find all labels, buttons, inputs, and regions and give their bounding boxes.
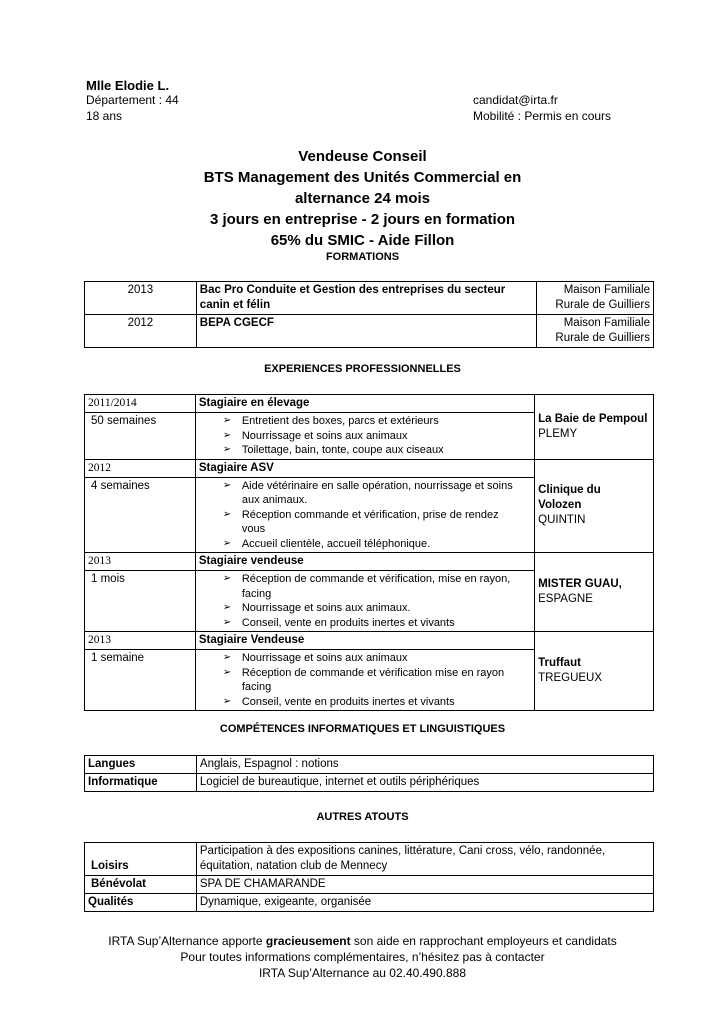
experience-company: Clinique du Volozen bbox=[538, 484, 601, 512]
competence-value: Anglais, Espagnol : notions bbox=[196, 756, 653, 774]
task-text: Entretient des boxes, parcs et extérieurs bbox=[241, 415, 439, 427]
formation-school-line: Rurale de Guilliers bbox=[555, 299, 650, 311]
footer-emphasis: gracieusement bbox=[265, 934, 351, 948]
section-heading-competences: COMPÉTENCES INFORMATIQUES ET LINGUISTIQUES bbox=[219, 723, 506, 735]
task-text: Conseil, vente en produits inertes et vivants bbox=[241, 695, 455, 708]
table-row bbox=[85, 876, 654, 894]
experience-title: Stagiaire vendeuse bbox=[195, 553, 534, 571]
list-item bbox=[199, 537, 518, 552]
experience-company-cell bbox=[535, 553, 654, 632]
experience-period: 2012 bbox=[85, 459, 196, 477]
experience-city: QUINTIN bbox=[538, 514, 586, 527]
table-row bbox=[85, 774, 654, 792]
formation-diploma-line: canin et félin bbox=[199, 299, 271, 311]
table-row bbox=[85, 315, 654, 348]
formation-diploma bbox=[196, 282, 536, 315]
experience-company-cell bbox=[535, 395, 654, 460]
list-item bbox=[199, 666, 518, 695]
experience-duration: 50 semaines bbox=[85, 413, 196, 460]
arrow-bullet-icon: ➢ bbox=[222, 602, 232, 613]
experience-duration: 1 mois bbox=[85, 571, 196, 632]
list-item bbox=[199, 572, 518, 601]
task-text: Aide vétérinaire en salle opération, nourrissage et soins aux animaux. bbox=[241, 479, 513, 506]
competence-label: Informatique bbox=[85, 774, 197, 792]
title-line-3: alternance 24 mois bbox=[294, 190, 431, 207]
experiences-table bbox=[84, 394, 654, 711]
formation-school bbox=[537, 315, 654, 348]
competence-label: Langues bbox=[85, 756, 197, 774]
table-row bbox=[85, 282, 654, 315]
table-row bbox=[85, 756, 654, 774]
experience-period: 2013 bbox=[85, 632, 196, 650]
title-line-2: BTS Management des Unités Commercial en bbox=[203, 169, 522, 186]
arrow-bullet-icon: ➢ bbox=[222, 616, 232, 628]
experience-company-cell bbox=[535, 632, 654, 711]
experience-company-cell bbox=[535, 459, 654, 553]
experience-title: Stagiaire Vendeuse bbox=[195, 632, 534, 650]
section-heading-atouts: AUTRES ATOUTS bbox=[316, 811, 409, 823]
experience-title: Stagiaire ASV bbox=[195, 459, 534, 477]
list-item bbox=[199, 601, 518, 616]
atout-label: Loisirs bbox=[85, 843, 197, 876]
list-item bbox=[199, 651, 518, 666]
arrow-bullet-icon: ➢ bbox=[222, 695, 232, 707]
atout-label: Qualités bbox=[85, 894, 197, 912]
title-line-5: 65% du SMIC - Aide Fillon bbox=[270, 232, 455, 249]
contact-email: candidat@irta.fr bbox=[473, 93, 558, 107]
experience-company: MISTER GUAU, bbox=[538, 578, 622, 590]
experience-duration: 4 semaines bbox=[85, 477, 196, 553]
experience-city: PLEMY bbox=[538, 427, 578, 440]
title-line-1: Vendeuse Conseil bbox=[298, 148, 427, 165]
section-heading-experiences: EXPERIENCES PROFESSIONNELLES bbox=[264, 363, 461, 375]
experience-tasks bbox=[195, 650, 534, 711]
atout-label: Bénévolat bbox=[85, 876, 197, 894]
arrow-bullet-icon: ➢ bbox=[222, 415, 232, 426]
footer-line-3: IRTA Sup’Alternance au 02.40.490.888 bbox=[258, 966, 467, 980]
arrow-bullet-icon: ➢ bbox=[222, 479, 232, 491]
experience-title: Stagiaire en élevage bbox=[195, 395, 534, 413]
atouts-table bbox=[84, 842, 654, 912]
task-text: Nourrissage et soins aux animaux bbox=[241, 429, 408, 442]
footer-text: IRTA Sup’Alternance apporte bbox=[108, 934, 266, 948]
title-line-4: 3 jours en entreprise - 2 jours en formation bbox=[209, 211, 516, 228]
footer-text: son aide en rapprochant employeurs et candidats bbox=[350, 934, 617, 948]
table-row bbox=[85, 395, 654, 413]
experience-period: 2011/2014 bbox=[85, 395, 196, 413]
formation-year: 2013 bbox=[85, 282, 197, 315]
atout-value: Dynamique, exigeante, organisée bbox=[196, 894, 653, 912]
list-item bbox=[199, 479, 518, 508]
candidate-department: Département : 44 bbox=[86, 93, 179, 107]
task-text: Accueil clientèle, accueil téléphonique. bbox=[241, 537, 431, 550]
list-item bbox=[199, 443, 528, 458]
task-text: Nourrissage et soins aux animaux. bbox=[241, 602, 411, 614]
task-text: Toilettage, bain, tonte, coupe aux ciseaux bbox=[241, 444, 444, 456]
arrow-bullet-icon: ➢ bbox=[222, 573, 232, 584]
competences-table bbox=[84, 755, 654, 792]
arrow-bullet-icon: ➢ bbox=[222, 666, 232, 678]
list-item bbox=[199, 616, 518, 631]
section-heading-formations: FORMATIONS bbox=[325, 251, 400, 263]
formations-table bbox=[84, 281, 654, 348]
formation-school bbox=[537, 282, 654, 315]
list-item bbox=[199, 414, 528, 429]
experience-company: La Baie de Pempoul bbox=[538, 412, 648, 425]
task-text: Nourrissage et soins aux animaux bbox=[241, 652, 408, 664]
experience-tasks bbox=[195, 571, 534, 632]
experience-tasks bbox=[195, 413, 534, 460]
atout-value: SPA DE CHAMARANDE bbox=[196, 876, 653, 894]
table-row bbox=[85, 459, 654, 477]
arrow-bullet-icon: ➢ bbox=[222, 652, 232, 663]
arrow-bullet-icon: ➢ bbox=[222, 444, 232, 455]
atout-value: Participation à des expositions canines, littérature, Cani cross, vélo, randonnée, équitation, natation club de Mennecy bbox=[196, 843, 653, 876]
task-text: Réception de commande et vérification mise en rayon facing bbox=[241, 666, 505, 693]
formation-year: 2012 bbox=[85, 315, 197, 348]
formation-school-line: Rurale de Guilliers bbox=[555, 332, 650, 344]
formation-school-line: Maison Familiale bbox=[563, 284, 650, 296]
task-text: Réception de commande et vérification, mise en rayon, facing bbox=[241, 573, 511, 600]
experience-period: 2013 bbox=[85, 553, 196, 571]
arrow-bullet-icon: ➢ bbox=[222, 429, 232, 441]
formation-school-line: Maison Familiale bbox=[563, 317, 650, 329]
arrow-bullet-icon: ➢ bbox=[222, 537, 232, 549]
experience-tasks bbox=[195, 477, 534, 553]
competence-value: Logiciel de bureautique, internet et outils périphériques bbox=[196, 774, 653, 792]
list-item bbox=[199, 508, 518, 537]
arrow-bullet-icon: ➢ bbox=[222, 508, 232, 520]
table-row bbox=[85, 632, 654, 650]
footer-line-2: Pour toutes informations complémentaires, n’hésitez pas à contacter bbox=[180, 950, 545, 964]
experience-city: ESPAGNE bbox=[538, 593, 593, 605]
experience-duration: 1 semaine bbox=[85, 650, 196, 711]
candidate-age: 18 ans bbox=[86, 109, 123, 123]
task-text: Réception commande et vérification, prise de rendez vous bbox=[241, 508, 499, 535]
table-row bbox=[85, 894, 654, 912]
footer-line-1 bbox=[0, 933, 725, 949]
task-text: Conseil, vente en produits inertes et vivants bbox=[241, 616, 455, 629]
formation-diploma: BEPA CGECF bbox=[196, 315, 536, 348]
experience-city: TREGUEUX bbox=[538, 672, 603, 684]
table-row bbox=[85, 553, 654, 571]
formation-diploma-line: Bac Pro Conduite et Gestion des entreprises du secteur bbox=[199, 284, 506, 296]
candidate-mobility: Mobilité : Permis en cours bbox=[473, 109, 612, 123]
candidate-name: Mlle Elodie L. bbox=[86, 78, 170, 93]
list-item bbox=[199, 429, 528, 444]
list-item bbox=[199, 695, 518, 710]
table-row bbox=[85, 843, 654, 876]
experience-company: Truffaut bbox=[538, 657, 581, 669]
